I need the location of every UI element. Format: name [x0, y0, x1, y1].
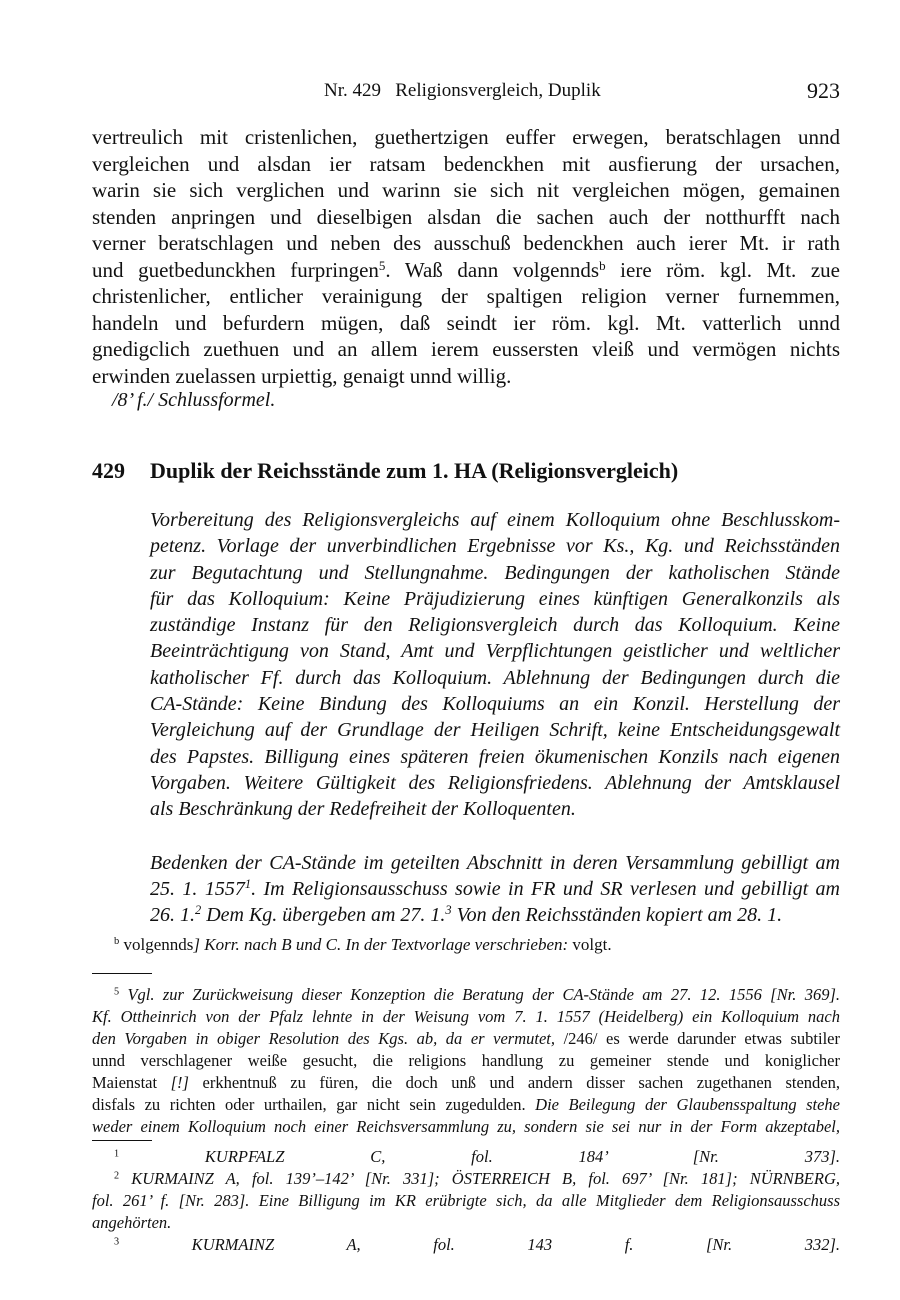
text-line: für das Kolloquium: Keine Präjudizierung eines künftigen Generalkonzils als: [150, 587, 840, 610]
text-segment: den Vorgaben in obiger Resolution des Kgs. ab, da er vermutet,: [92, 1029, 564, 1048]
text-line: christenlicher, entlicher verainigung der spaltigen religion verner furnemmen,: [92, 284, 840, 308]
text-line: [92, 1050, 840, 1072]
text-line: vertreulich mit cristenlichen, guethertzigen euffer erwegen, beratschlagen unnd: [92, 125, 840, 149]
text-line: Vorgaben. Weitere Gültigkeit des Religionsfriedens. Ablehnung der Amtsklausel: [150, 771, 840, 794]
footnote-marker: b: [599, 257, 606, 273]
text-line: CA-Stände: Keine Bindung des Kolloquiums an ein Konzil. Herstellung der: [150, 693, 840, 716]
summary-regest: [150, 507, 840, 823]
text-line: verner beratschlagen und neben des ausschuß bedenckhen auch ierer Mt. ir rath: [92, 231, 840, 255]
commentary-footnote-5: [92, 984, 840, 1138]
text-segment: angehörten.: [92, 1213, 172, 1232]
text-segment: . Im Religionsausschuss sowie in FR und SR verlesen und gebilligt am: [251, 878, 840, 900]
text-segment: Vgl. zur Zurückweisung dieser Konzeption die Beratung der CA-Stände am 27. 12. 1556 [Nr. 369].: [119, 985, 840, 1004]
footnote-marker: 3: [445, 903, 452, 918]
text-segment: KURMAINZ A, fol. 143 f. [Nr. 332].: [119, 1235, 840, 1254]
text-line: [150, 876, 840, 902]
footnote-divider: [92, 1140, 152, 1141]
footnote-marker: 2: [195, 903, 202, 918]
running-header: [92, 80, 840, 108]
text-segment: unnd verschlagener weiße gesucht, die religions handlung zu gemeiner stende und koniglicher: [92, 1051, 840, 1070]
textual-footnote-b: [92, 934, 840, 956]
text-line: stenden anpringen und dieselbigen alsdan die sachen auch der notthurfft nach: [92, 204, 840, 229]
text-line: [92, 1094, 840, 1116]
text-segment: volgennds: [119, 935, 194, 954]
text-line: katholischer Ff. durch das Kolloquium. Ablehnung der Bedingungen durch die: [150, 666, 840, 689]
text-segment: iere röm. kgl. Mt. zue: [605, 257, 840, 282]
footnote-marker: 5: [378, 257, 386, 273]
footnote-marker: 1: [114, 1148, 120, 1160]
text-line: [92, 1212, 840, 1234]
text-line: [150, 902, 840, 928]
text-line: zur Begutachtung und Stellungnahme. Bedingungen der katholischen Stände: [150, 561, 840, 584]
text-segment: 26. 1.: [150, 904, 195, 926]
text-line: als Beschränkung der Redefreiheit der Kolloquenten.: [150, 798, 576, 821]
text-segment: KURMAINZ A, fol. 139’–142’ [Nr. 331]; ÖSTERREICH B, fol. 697’ [Nr. 181]; NÜRNBERG,: [119, 1169, 840, 1188]
text-segment: Von den Reichsständen kopiert am 28. 1.: [451, 904, 783, 926]
text-line: [92, 1116, 840, 1138]
text-line: [92, 1168, 840, 1190]
text-segment: Kf. Ottheinrich von der Pfalz lehnte in der Weisung vom 7. 1. 1557 (Heidelberg) ein Kolloquium nach: [92, 1007, 840, 1026]
text-line: zuständige Instanz für den Religionsvergleich durch das Kolloquium. Keine: [150, 614, 840, 637]
text-line: [92, 1028, 840, 1050]
text-segment: 25. 1. 1557: [150, 878, 245, 900]
text-line: Beeinträchtigung von Stand, Amt und Verpflichtungen geistlicher und weltlicher: [150, 640, 840, 663]
text-segment: weder einem Kolloquium noch einer Reichsversammlung zu, sondern sie sei nur in der Form akzeptabel,: [92, 1117, 840, 1136]
footnote-marker: 2: [114, 1170, 120, 1182]
text-line: [92, 984, 840, 1006]
text-line: Bedenken der CA-Stände im geteilten Abschnitt in deren Versammlung gebilligt am: [150, 852, 840, 874]
text-line: petenz. Vorlage der unverbindlichen Ergebnisse vor Ks., Kg. und Reichsständen: [150, 535, 840, 558]
text-segment: fol. 261’ f. [Nr. 283]. Eine Billigung im KR erübrigte sich, da alle Mitglieder dem Religionsausschuss: [92, 1191, 840, 1210]
text-line: [92, 257, 840, 284]
text-segment: disfals zu richten oder urthailen, gar nicht sein zugedulden.: [92, 1095, 536, 1114]
text-line: des Papstes. Billigung eines späteren freien ökumenischen Konzils nach eigenen: [150, 745, 840, 768]
footnote-marker: b: [114, 936, 120, 948]
footnote-marker: 5: [114, 986, 120, 998]
provenance-note: [150, 850, 840, 928]
text-segment: Die Beilegung der Glaubensspaltung stehe: [535, 1095, 841, 1114]
section-number: 429: [92, 458, 125, 483]
text-line: gnedigclich zuethuen und an allem ierem eussersten vleiß und vermögen nichts: [92, 337, 840, 361]
text-line: [92, 1006, 840, 1028]
text-line: handeln und befurdern mügen, daß seindt ier röm. kgl. Mt. vatterlich unnd: [92, 310, 840, 335]
page-number: 923: [807, 78, 840, 103]
text-segment: KURPFALZ C, fol. 184’ [Nr. 373].: [119, 1147, 840, 1166]
text-segment: Maienstat: [92, 1073, 171, 1092]
text-segment: erkhentnuß zu füren, die doch unß und andern disser sachen zugethanen stenden,: [188, 1073, 840, 1092]
text-segment: und guetbedunckhen furpringen: [92, 257, 379, 282]
closing-formula-note: /8’ f./ Schlussformel.: [112, 389, 276, 411]
text-line: warin sie sich verglichen und warinn sie sich nit vergleichen mögen, gemainen: [92, 178, 840, 202]
running-title: Nr. 429 Religionsvergleich, Duplik: [324, 80, 601, 101]
text-segment: . Waß dann volgennds: [385, 257, 600, 282]
section-title: Duplik der Reichsstände zum 1. HA (Religionsvergleich): [150, 458, 679, 483]
text-line: [92, 934, 840, 956]
text-line: [92, 1072, 840, 1094]
text-segment: ] Korr. nach B und C. In der Textvorlage verschrieben:: [193, 935, 569, 954]
text-segment: volgt.: [568, 935, 612, 954]
edition-text: [92, 124, 840, 389]
text-line: vergleichen und alsdan ier ratsam bedenckhen mit ausfierung der ursachen,: [92, 151, 840, 176]
text-line: [92, 1234, 840, 1256]
source-footnotes: [92, 1146, 840, 1256]
text-segment: Dem Kg. übergeben am 27. 1.: [201, 904, 446, 926]
text-line: [92, 1146, 840, 1168]
footnote-marker: 1: [244, 877, 252, 892]
text-segment: /246/ es werde darunder etwas subtiler: [563, 1029, 840, 1048]
text-line: Vergleichung auf der Grundlage der Heiligen Schrift, keine Entscheidungsgewalt: [150, 719, 840, 742]
footnote-divider: [92, 973, 152, 974]
footnote-marker: 3: [114, 1236, 120, 1248]
text-line: Vorbereitung des Religionsvergleichs auf einem Kolloquium ohne Beschlusskom-: [150, 509, 840, 531]
text-line: erwinden zuelassen urpiettig, genaigt unnd willig.: [92, 363, 512, 388]
text-line: [92, 1190, 840, 1212]
text-segment: [!]: [170, 1073, 189, 1092]
